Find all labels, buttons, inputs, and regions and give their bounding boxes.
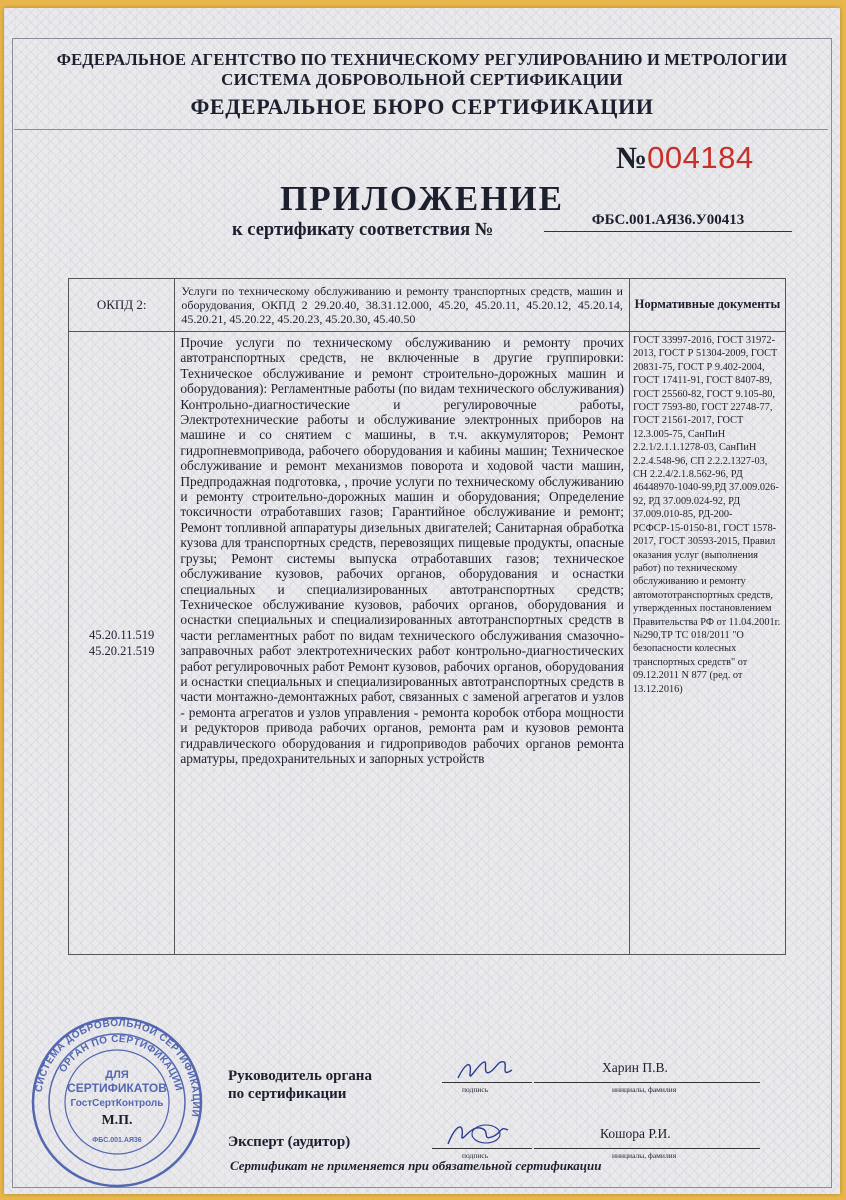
header-divider — [14, 129, 828, 130]
certificate-number: ФБС.001.АЯ36.У00413 — [544, 212, 792, 232]
head-label-line1: Руководитель органа — [228, 1068, 372, 1084]
expert-signature-line — [432, 1148, 532, 1149]
signature-caption: подпись — [462, 1085, 489, 1094]
seal-line3: ГостСертКонтроль — [70, 1098, 164, 1109]
expert-name-line — [534, 1148, 760, 1149]
footer-note: Сертификат не применяется при обязательной сертификации — [230, 1158, 602, 1173]
system-name: СИСТЕМА ДОБРОВОЛЬНОЙ СЕРТИФИКАЦИИ — [221, 70, 623, 89]
head-name-line — [534, 1082, 760, 1083]
seal-line1: ДЛЯ — [105, 1069, 129, 1081]
services-header: Услуги по техническому обслуживанию и ремонту транспортных средств, машин и оборудования, ОКПД 2 29.20.40, 38.31.12.000, 45.20, 45.20.11, 45.20.12, 45.20.14, 45.20.21, 45.20.22, 45.20.23, 45.20.30, 45.40.50 — [175, 279, 630, 332]
document-subtitle: к сертификату соответствия № — [232, 220, 494, 240]
form-number-value: 004184 — [647, 140, 754, 175]
table-row — [69, 332, 786, 955]
name-caption: инициалы, фамилия — [612, 1151, 677, 1160]
expert-signature — [440, 1116, 520, 1150]
head-signature-line — [442, 1082, 532, 1083]
services-description: Прочие услуги по техническому обслуживанию и ремонту прочих автотранспортных средств, не включенные в другие группировки: Техническое обслуживание и ремонт строительно-дорожных машин и оборудования): Регламентные работы (по видам технического обслуживания) Контрольно-диагностические и регулировочные работы, Электротехнические работы и обслуживание электронных приборов на машине и со снятием с машины, в т.ч. аккумуляторов; Ремонт гидропневмопривода, рабочего оборудования и кабины машин; Техническое обслуживание и ремонт механизмов поворота и ходовой части машин, Предпродажная подготовка, , прочие услуги по техническому обслуживанию и ремонту строительно-дорожных машин и оборудования; Определение токсичности отработавших газов; Гарантийное обслуживание и ремонт; Ремонт топливной аппаратуры дизельных двигателей; Санитарная обработка кузова для транспортных средств, перевозящих пищевые продукты, опасные грузы; Ремонт системы выпуска отработавших газов; техническое обслуживание кузовов, рабочих органов, оборудования и оснастки специальных и специализированных автотранспортных средств; Техническое обслуживание кузовов, рабочих органов, оборудования и оснастки специальных и специализированных автотранспортных средств в части регламентных работ по видам технического обслуживания смазочно-заправочных работ электротехнических работ контрольно-диагностических работ регулировочных работ Ремонт кузовов, рабочих органов, оборудования и оснастки специальных и специализированных автотранспортных средств в части монтажно-демонтажных работ, связанных с заменой агрегатов и узлов - ремонта агрегатов и узлов управления - ремонта коробок отбора мощности и редукторов привода рабочих органов, ремонта рам и кузовов ремонта гидравлического оборудования и гидроприводов рабочих органов ремонта арматуры, предохранительных и запорных устройств — [175, 332, 630, 955]
seal-line2: СЕРТИФИКАТОВ — [67, 1081, 167, 1095]
form-number — [616, 140, 754, 176]
normative-documents: ГОСТ 33997-2016, ГОСТ 31972-2013, ГОСТ Р 51304-2009, ГОСТ 20831-75, ГОСТ Р 9.402-2004, ГОСТ 17411-91, ГОСТ 8407-89, ГОСТ 25560-82, ГОСТ 9.105-80, ГОСТ 7593-80, ГОСТ 22748-77, ГОСТ 21561-2017, ГОСТ 12.3.005-75, СанПиН 2.2.1/2.1.1.1278-03, СанПиН 2.2.4.548-96, СП 2.2.2.1327-03, СН 2.2.4/2.1.8.562-96, РД 46448970-1040-99,РД 37.009.026-92, РД 37.009.024-92, РД 37.009.010-85, РД-200-РСФСР-15-0150-81, ГОСТ 1578-2017, ГОСТ 30593-2015, Правил оказания услуг (выполнения работ) по техническому обслуживанию и ремонту автомототранспортных средств, утвержденных постановлением Правительства РФ от 11.04.2001г. №290,ТР ТС 018/2011 "О безопасности колесных транспортных средств" от 09.12.2011 N 877 (ред. от 13.12.2016) — [629, 332, 785, 955]
table-header-row — [69, 279, 786, 332]
expert-label: Эксперт (аудитор) — [228, 1134, 351, 1150]
okpd-code: 45.20.21.519 — [88, 644, 155, 658]
bureau-name: ФЕДЕРАЛЬНОЕ БЮРО СЕРТИФИКАЦИИ — [190, 94, 654, 119]
services-table — [68, 278, 786, 955]
okpd-header: ОКПД 2: — [69, 279, 175, 332]
seal-code: ФБС.001.АЯ36 — [92, 1137, 142, 1144]
name-caption: инициалы, фамилия — [612, 1085, 677, 1094]
head-name: Харин П.В. — [602, 1060, 668, 1075]
expert-name: Кошора Р.И. — [600, 1126, 671, 1141]
certification-seal — [26, 1016, 208, 1188]
stamp-place-label: М.П. — [101, 1113, 133, 1128]
okpd-codes-cell — [69, 332, 175, 955]
signature-caption: подпись — [462, 1151, 489, 1160]
document-title: ПРИЛОЖЕНИЕ — [279, 179, 564, 218]
seal-ring-text: СИСТЕМА ДОБРОВОЛЬНОЙ СЕРТИФИКАЦИИ — [33, 1017, 202, 1118]
norms-header: Нормативные документы — [629, 279, 785, 332]
okpd-code: 45.20.11.519 — [89, 628, 155, 642]
agency-name: ФЕДЕРАЛЬНОЕ АГЕНТСТВО ПО ТЕХНИЧЕСКОМУ РЕГУЛИРОВАНИЮ И МЕТРОЛОГИИ — [56, 50, 788, 69]
seal-inner-ring-text: ОРГАН ПО СЕРТИФИКАЦИИ — [57, 1033, 184, 1093]
certificate-sheet — [4, 8, 840, 1194]
head-label-line2: по сертификации — [228, 1086, 347, 1102]
number-sign: № — [616, 140, 648, 175]
